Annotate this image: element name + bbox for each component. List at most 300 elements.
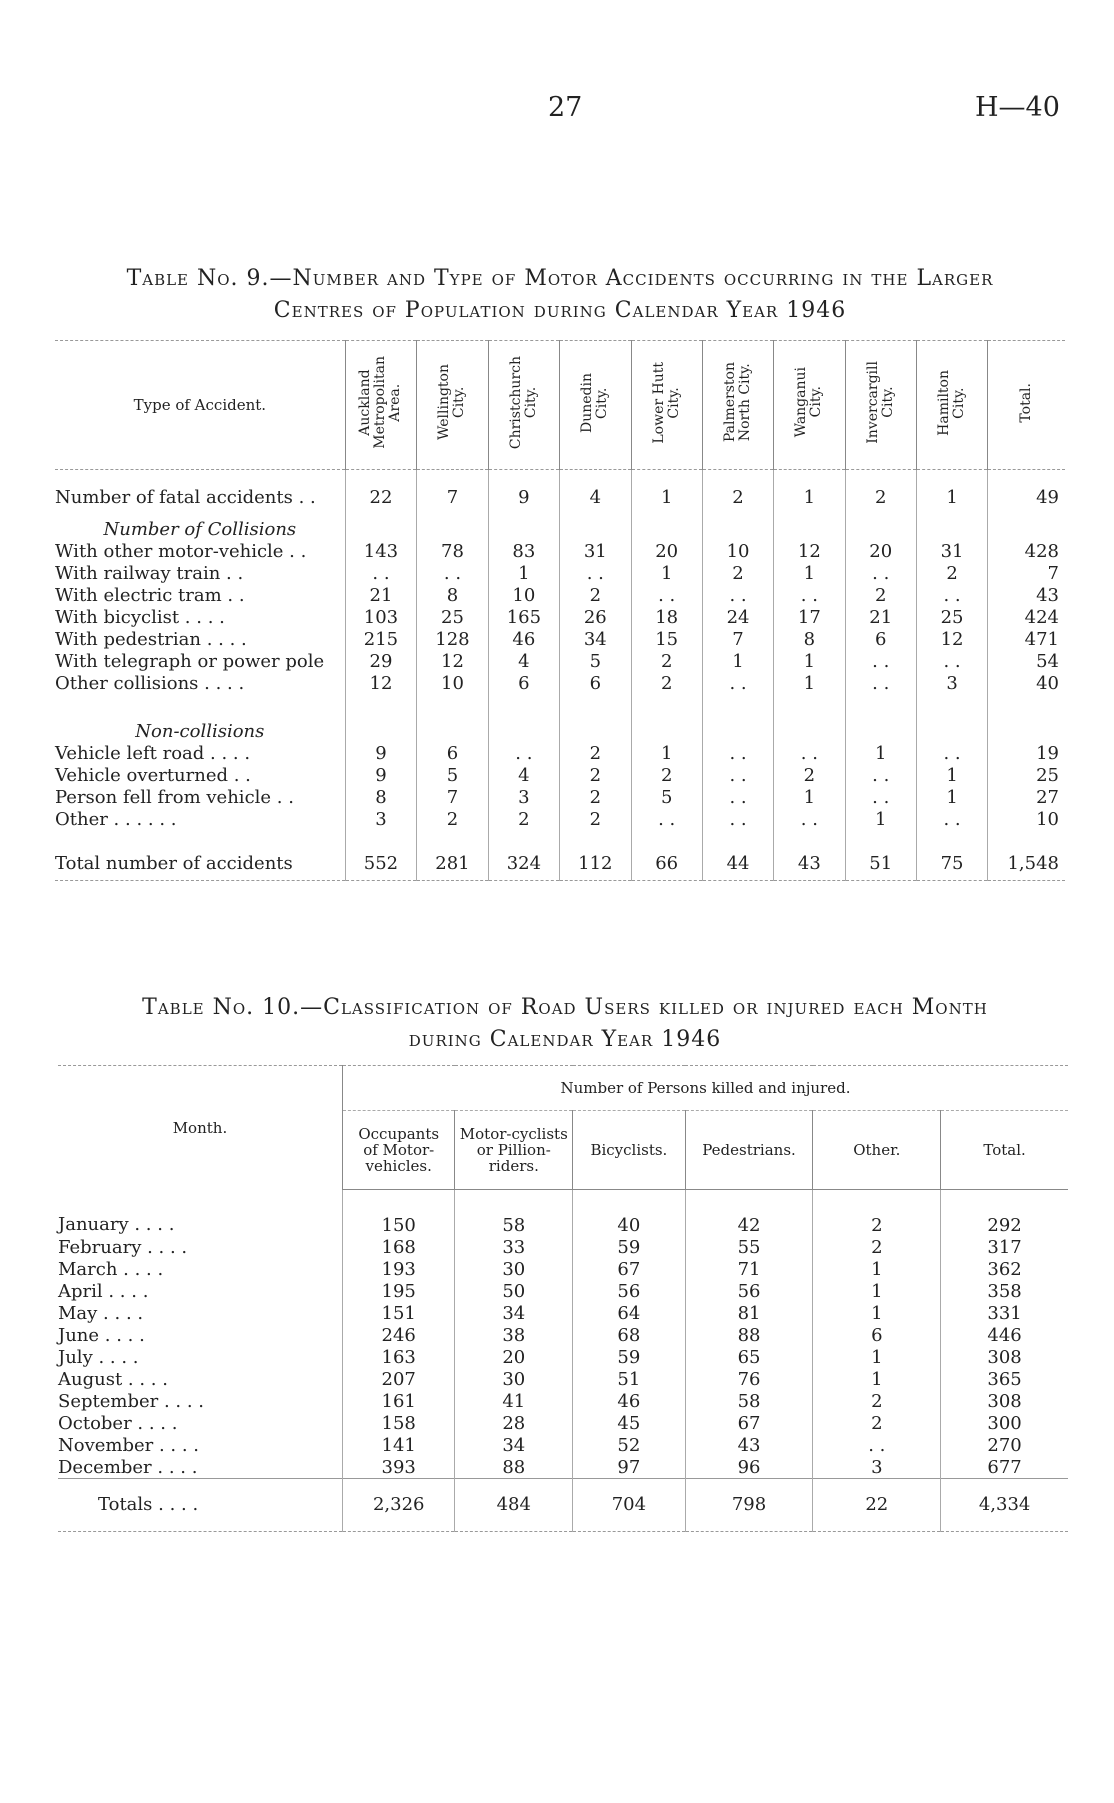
non-collision-row [55,764,1065,786]
month-value: 308 [941,1390,1068,1412]
non-collision-row-value: 1 [916,786,987,808]
column-header-auckland [345,341,417,470]
total-accidents-row-value: 1,548 [988,830,1065,881]
month-value: 1 [813,1258,941,1280]
fatal-accidents-row-value: 22 [345,470,417,519]
collision-row-value: 15 [631,628,702,650]
month-value: 2 [813,1390,941,1412]
collision-row-label: With bicyclist . . . . [55,606,225,628]
collision-gap-row-spacer [345,694,417,720]
non-collision-row-value: 1 [774,786,845,808]
column-header-pedestrians [685,1111,813,1190]
month-value: 67 [573,1258,686,1280]
collision-row-value: 7 [988,562,1065,584]
collision-row-value: 2 [631,672,702,694]
month-row [58,1324,1068,1346]
month-value: 270 [941,1434,1068,1456]
month-value: 97 [573,1456,686,1479]
month-header: Month. [58,1066,342,1190]
month-label: October . . . . [58,1412,178,1434]
month-value: 150 [342,1190,455,1237]
page-header [0,92,1114,128]
total-accidents-row-value: 552 [345,830,417,881]
column-header-wellington [417,341,488,470]
month-label: July . . . . [58,1346,139,1368]
column-header-pedestrians-text: Pedestrians. [702,1141,796,1159]
non-collision-row-value: 2 [774,764,845,786]
collision-row-label: With telegraph or power pole [55,650,325,672]
non-collision-row-label: Other . . . . . . [55,808,177,830]
month-value: 1 [813,1368,941,1390]
column-header-wellington-text: Wellington City. [436,364,468,441]
month-value: 38 [455,1324,573,1346]
non-collision-row-value: 25 [988,764,1065,786]
month-value: 88 [455,1456,573,1479]
totals-value: 484 [455,1479,573,1532]
collision-row-value: 143 [345,540,417,562]
non-collision-row-value: 7 [417,786,488,808]
non-collision-row-value: 5 [417,764,488,786]
month-value: 308 [941,1346,1068,1368]
month-row [58,1258,1068,1280]
collision-row-value: . . [345,562,417,584]
table-10 [58,1065,1068,1532]
total-accidents-row [55,830,1065,881]
totals-label: Totals . . . . [58,1479,342,1532]
month-value: 331 [941,1302,1068,1324]
fatal-accidents-row-value: 2 [845,470,916,519]
column-header-dunedin [560,341,631,470]
collision-gap-row-spacer [988,694,1065,720]
column-header-lower-hutt-text: Lower Hutt City. [650,361,682,444]
month-value: 76 [685,1368,813,1390]
non-collision-row-value: . . [845,786,916,808]
non-collision-row-value: 8 [345,786,417,808]
collision-gap-row-spacer [488,694,559,720]
collision-row-value: . . [845,650,916,672]
collision-row-value: . . [702,672,773,694]
month-value: 1 [813,1280,941,1302]
collision-row-value: 20 [631,540,702,562]
non-collision-row-value: . . [488,742,559,764]
collision-row-value: . . [560,562,631,584]
month-value: 59 [573,1346,686,1368]
month-label: April . . . . [58,1280,149,1302]
column-header-palmerston-north-text: Palmerston North City. [722,362,754,443]
collision-row-value: 21 [345,584,417,606]
collisions-heading-spacer [488,518,559,540]
month-label: June . . . . [58,1324,145,1346]
collision-row-value: 6 [488,672,559,694]
collision-row-value: 10 [488,584,559,606]
month-value: 34 [455,1302,573,1324]
month-value: 151 [342,1302,455,1324]
collision-row-value: . . [916,650,987,672]
table-10-title-line-2: during Calendar Year 1946 [408,1027,722,1052]
month-value: 40 [573,1190,686,1237]
total-accidents-row-value: 324 [488,830,559,881]
month-value: 168 [342,1236,455,1258]
month-row [58,1236,1068,1258]
fatal-accidents-row-value: 49 [988,470,1065,519]
non-collision-row-value: 6 [417,742,488,764]
collision-row-value: 83 [488,540,559,562]
month-row [58,1302,1068,1324]
column-header-invercargill [845,341,916,470]
month-value: 446 [941,1324,1068,1346]
collision-row-value: 6 [560,672,631,694]
collision-row-value: . . [631,584,702,606]
fatal-accidents-row-value: 9 [488,470,559,519]
month-value: 51 [573,1368,686,1390]
month-value: 33 [455,1236,573,1258]
collision-row-value: 1 [774,650,845,672]
month-label: February . . . . [58,1236,188,1258]
collision-row-value: . . [845,672,916,694]
column-header-hamilton-text: Hamilton City. [936,369,968,436]
month-value: 43 [685,1434,813,1456]
non-collision-row-value: 10 [988,808,1065,830]
collisions-heading: Number of Collisions [103,518,297,540]
table-9 [55,340,1065,881]
collision-row-value: 215 [345,628,417,650]
month-value: 2 [813,1190,941,1237]
month-value: 46 [573,1390,686,1412]
month-row [58,1368,1068,1390]
month-label: March . . . . [58,1258,164,1280]
month-value: 30 [455,1258,573,1280]
collisions-heading-spacer [988,518,1065,540]
month-row [58,1280,1068,1302]
column-header-total [941,1111,1068,1190]
collision-row-value: 165 [488,606,559,628]
collision-gap-row-spacer [702,694,773,720]
collision-row-value: 31 [916,540,987,562]
collision-row [55,562,1065,584]
collision-row-value: . . [845,562,916,584]
month-row [58,1390,1068,1412]
collision-row-value: 3 [916,672,987,694]
table-10-title-line-1: Table No. 10.—Classification of Road Users killed or injured each Month [142,995,988,1020]
non-collision-row-value: 2 [488,808,559,830]
collision-row [55,628,1065,650]
collision-row-value: 40 [988,672,1065,694]
non-collisions-heading-spacer [345,720,417,742]
column-header-other-text: Other. [853,1141,901,1159]
column-header-dunedin-text: Dunedin City. [579,372,611,433]
column-header-wanganui [774,341,845,470]
column-header-occupants-text: Occupants of Motor- vehicles. [358,1125,440,1175]
column-header-occupants [342,1111,455,1190]
non-collision-row-value: 1 [845,742,916,764]
document-reference: H—40 [975,92,1060,123]
column-header-christchurch-text: Christchurch City. [507,355,539,450]
month-row [58,1456,1068,1479]
fatal-accidents-row-value: 4 [560,470,631,519]
non-collision-row-value: 27 [988,786,1065,808]
collision-gap-row-spacer [417,694,488,720]
collision-row-value: 34 [560,628,631,650]
non-collision-row-value: . . [702,786,773,808]
column-header-motor-cyclists-text: Motor-cyclists or Pillion- riders. [459,1125,568,1175]
totals-value: 22 [813,1479,941,1532]
collision-row-value: 424 [988,606,1065,628]
non-collisions-heading-spacer [916,720,987,742]
collisions-heading-spacer [631,518,702,540]
collisions-heading-spacer [774,518,845,540]
month-value: 207 [342,1368,455,1390]
non-collision-row-value: 1 [845,808,916,830]
non-collisions-heading-spacer [488,720,559,742]
month-value: 20 [455,1346,573,1368]
month-value: 158 [342,1412,455,1434]
collision-row-value: 5 [560,650,631,672]
month-label: August . . . . [58,1368,168,1390]
month-value: 42 [685,1190,813,1237]
month-value: 317 [941,1236,1068,1258]
collision-row-value: 1 [702,650,773,672]
collision-row-value: 17 [774,606,845,628]
collision-row-label: With electric tram . . [55,584,245,606]
fatal-accidents-row [55,470,1065,519]
total-accidents-row-value: 43 [774,830,845,881]
collisions-heading-spacer [417,518,488,540]
month-row [58,1346,1068,1368]
month-value: 71 [685,1258,813,1280]
month-value: 67 [685,1412,813,1434]
month-row [58,1190,1068,1237]
month-label: December . . . . [58,1456,198,1478]
collisions-heading-spacer [345,518,417,540]
collisions-heading-spacer [560,518,631,540]
month-value: 30 [455,1368,573,1390]
month-value: 161 [342,1390,455,1412]
collision-row-value: 428 [988,540,1065,562]
table-9-title [50,263,1070,327]
column-header-total-text: Total. [983,1141,1026,1159]
non-collisions-heading-spacer [774,720,845,742]
month-value: 41 [455,1390,573,1412]
collision-row-value: 21 [845,606,916,628]
non-collision-row-label: Vehicle overturned . . [55,764,251,786]
collision-row-value: 1 [774,672,845,694]
non-collision-row-value: 19 [988,742,1065,764]
month-label: May . . . . [58,1302,144,1324]
collision-row-value: 8 [417,584,488,606]
non-collision-row-value: 1 [631,742,702,764]
month-value: 300 [941,1412,1068,1434]
collision-row [55,540,1065,562]
collision-gap-row-cell [55,694,345,720]
column-header-motor-cyclists [455,1111,573,1190]
month-label: January . . . . [58,1214,175,1236]
table-10-title [60,992,1070,1056]
month-value: 3 [813,1456,941,1479]
fatal-accidents-row-value: 1 [774,470,845,519]
collision-row [55,650,1065,672]
collision-gap-row [55,694,1065,720]
total-accidents-row-value: 112 [560,830,631,881]
month-value: 81 [685,1302,813,1324]
month-value: 6 [813,1324,941,1346]
non-collision-row-value: . . [702,742,773,764]
collision-row-value: 8 [774,628,845,650]
collision-row-value: 25 [417,606,488,628]
collision-row-value: 78 [417,540,488,562]
collision-gap-row-spacer [845,694,916,720]
collision-row-value: 2 [560,584,631,606]
collision-row-value: 26 [560,606,631,628]
month-value: 195 [342,1280,455,1302]
non-collision-row-value: 9 [345,742,417,764]
non-collisions-heading-spacer [845,720,916,742]
collision-row-value: 1 [488,562,559,584]
column-header-palmerston-north [702,341,773,470]
table-9-body [55,470,1065,881]
non-collision-row-value: . . [774,808,845,830]
non-collision-row-value: 5 [631,786,702,808]
non-collision-row-value: 3 [488,786,559,808]
month-value: 2 [813,1236,941,1258]
month-value: 34 [455,1434,573,1456]
collision-row-label: Other collisions . . . . [55,672,245,694]
month-value: 56 [685,1280,813,1302]
month-value: 358 [941,1280,1068,1302]
non-collision-row-value: . . [916,742,987,764]
non-collision-row-value: . . [916,808,987,830]
non-collision-row-value: . . [631,808,702,830]
non-collisions-heading: Non-collisions [135,720,265,742]
collision-row-value: 29 [345,650,417,672]
column-header-total-text: Total. [1018,382,1035,423]
table-9-header-row [55,341,1065,470]
month-value: 246 [342,1324,455,1346]
column-header-wanganui-text: Wanganui City. [793,367,825,438]
page-number: 27 [548,92,583,123]
fatal-accidents-row-value: 1 [631,470,702,519]
collisions-heading-spacer [845,518,916,540]
column-header-bicyclists [573,1111,686,1190]
total-accidents-row-label: Total number of accidents [55,830,345,881]
collision-row-label: With other motor-vehicle . . [55,540,307,562]
non-collision-row [55,742,1065,764]
month-value: 163 [342,1346,455,1368]
collision-row-value: 1 [774,562,845,584]
collision-row-value: . . [774,584,845,606]
month-value: 45 [573,1412,686,1434]
collisions-heading-spacer [702,518,773,540]
non-collision-row-value: 2 [560,808,631,830]
column-header-invercargill-text: Invercargill City. [864,361,896,444]
non-collision-row-value: 9 [345,764,417,786]
month-value: . . [813,1434,941,1456]
collision-row-label: With pedestrian . . . . [55,628,247,650]
fatal-accidents-row-label: Number of fatal accidents . . [55,486,316,508]
collision-row [55,606,1065,628]
non-collisions-heading-spacer [631,720,702,742]
collision-row-value: 31 [560,540,631,562]
collision-row-value: 12 [916,628,987,650]
month-value: 50 [455,1280,573,1302]
collision-gap-row-spacer [774,694,845,720]
collision-row-value: 4 [488,650,559,672]
month-value: 88 [685,1324,813,1346]
non-collisions-heading-row [55,720,1065,742]
non-collision-row-value: . . [702,764,773,786]
non-collision-row-value: . . [845,764,916,786]
collision-row-value: 46 [488,628,559,650]
collision-gap-row-spacer [560,694,631,720]
month-value: 58 [685,1390,813,1412]
month-value: 68 [573,1324,686,1346]
non-collision-row-value: . . [774,742,845,764]
total-accidents-row-value: 66 [631,830,702,881]
collision-row-value: 10 [702,540,773,562]
month-value: 193 [342,1258,455,1280]
column-header-auckland-text: Auckland Metropolitan Area. [357,356,404,449]
totals-value: 704 [573,1479,686,1532]
month-value: 64 [573,1302,686,1324]
collision-row-value: 2 [702,562,773,584]
non-collision-row-label: Person fell from vehicle . . [55,786,294,808]
column-header-christchurch [488,341,559,470]
month-value: 141 [342,1434,455,1456]
collision-gap-row-spacer [631,694,702,720]
collision-row-value: . . [916,584,987,606]
month-value: 96 [685,1456,813,1479]
month-value: 58 [455,1190,573,1237]
month-row [58,1412,1068,1434]
month-value: 56 [573,1280,686,1302]
table-10-body [58,1190,1068,1532]
non-collision-row-value: . . [702,808,773,830]
column-header-other [813,1111,941,1190]
collision-row-value: 128 [417,628,488,650]
non-collision-row-value: 2 [417,808,488,830]
collision-row-value: 471 [988,628,1065,650]
collision-row-value: 2 [631,650,702,672]
collision-row [55,672,1065,694]
month-value: 59 [573,1236,686,1258]
month-value: 677 [941,1456,1068,1479]
month-value: 292 [941,1190,1068,1237]
collision-row-value: 12 [345,672,417,694]
month-value: 1 [813,1302,941,1324]
month-value: 393 [342,1456,455,1479]
totals-value: 798 [685,1479,813,1532]
non-collisions-heading-spacer [560,720,631,742]
collision-row-value: 12 [417,650,488,672]
table-10-group-header-row [58,1066,1068,1111]
collision-row-label: With railway train . . [55,562,244,584]
month-value: 2 [813,1412,941,1434]
total-accidents-row-value: 44 [702,830,773,881]
total-accidents-row-value: 51 [845,830,916,881]
month-value: 55 [685,1236,813,1258]
column-header-bicyclists-text: Bicyclists. [590,1141,668,1159]
collision-row-value: 18 [631,606,702,628]
month-value: 1 [813,1346,941,1368]
non-collision-row-label: Vehicle left road . . . . [55,742,251,764]
fatal-accidents-row-value: 7 [417,470,488,519]
month-value: 65 [685,1346,813,1368]
collision-row-value: 2 [845,584,916,606]
column-header-lower-hutt [631,341,702,470]
totals-value: 4,334 [941,1479,1068,1532]
column-header-total [988,341,1065,470]
total-accidents-row-value: 281 [417,830,488,881]
collisions-heading-row [55,518,1065,540]
